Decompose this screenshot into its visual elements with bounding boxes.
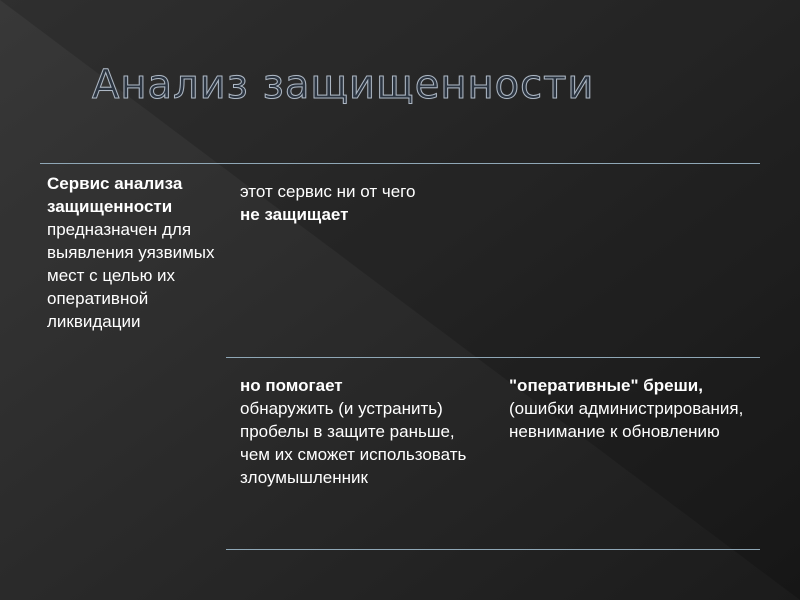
slide-title: Анализ защищенности [92,62,595,108]
table-middle-rule [226,357,760,358]
table-top-rule [40,163,760,164]
cell-operational-gaps [509,374,749,443]
cell-helps-detect-bold: но помогает [240,376,343,395]
cell-no-protection [240,180,500,226]
cell-service-text: предназначен для выявления уязвимых мест с целью их оперативной ликвидации [47,220,215,331]
cell-helps-detect-text: обнаружить (и устранить) пробелы в защите раньше, чем их сможет использовать злоумышленник [240,399,467,487]
cell-service-description [47,172,219,333]
cell-operational-gaps-bold: "оперативные" бреши, [509,376,703,395]
cell-helps-detect [240,374,480,489]
table-bottom-rule [226,549,760,550]
cell-no-protection-text: этот сервис ни от чего [240,182,416,201]
cell-operational-gaps-text: (ошибки администрирования, невнимание к обновлению [509,399,744,441]
cell-no-protection-bold: не защищает [240,205,349,224]
cell-service-title: Сервис анализа защищенности [47,174,183,216]
